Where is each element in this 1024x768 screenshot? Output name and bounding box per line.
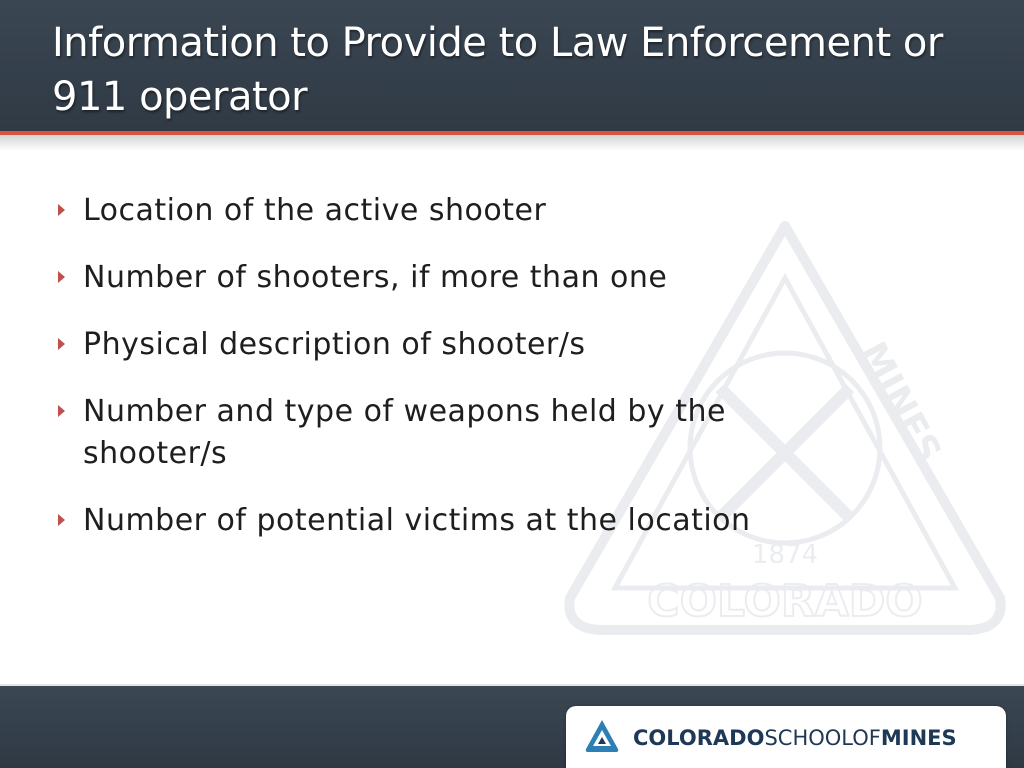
seal-text-right: MINES: [851, 335, 949, 470]
seal-year: 1874: [751, 540, 819, 570]
mines-triangle-logo-icon: [584, 718, 620, 754]
logo-word-colorado: COLORADO: [633, 726, 765, 750]
bullet-text: Number and type of weapons held by the shooter/s: [83, 394, 726, 471]
bullet-text: Physical description of shooter/s: [83, 327, 586, 362]
bullet-arrow-icon: [58, 338, 65, 350]
bullet-item: [58, 257, 818, 299]
logo-word-schoolof: SCHOOLOF: [764, 726, 881, 750]
seal-text-bottom: COLORADO: [647, 576, 923, 627]
logo-wordmark: [633, 725, 957, 751]
slide-title: Information to Provide to Law Enforcement or 911 operator: [52, 20, 943, 120]
bullet-item: [58, 190, 818, 232]
bullet-item: [58, 391, 818, 475]
bullet-arrow-icon: [58, 405, 65, 417]
title-bar: [0, 0, 1024, 131]
bullet-arrow-icon: [58, 204, 65, 216]
bullet-item: [58, 500, 818, 542]
bullet-item: [58, 324, 818, 366]
bullet-text: Location of the active shooter: [83, 193, 547, 228]
bullet-arrow-icon: [58, 514, 65, 526]
school-logo: [566, 706, 1006, 768]
bullet-list: [58, 190, 818, 567]
bullet-text: Number of shooters, if more than one: [83, 260, 668, 295]
bullet-text: Number of potential victims at the location: [83, 503, 751, 538]
bullet-arrow-icon: [58, 271, 65, 283]
title-shadow: [0, 135, 1024, 151]
logo-word-mines: MINES: [880, 726, 957, 750]
